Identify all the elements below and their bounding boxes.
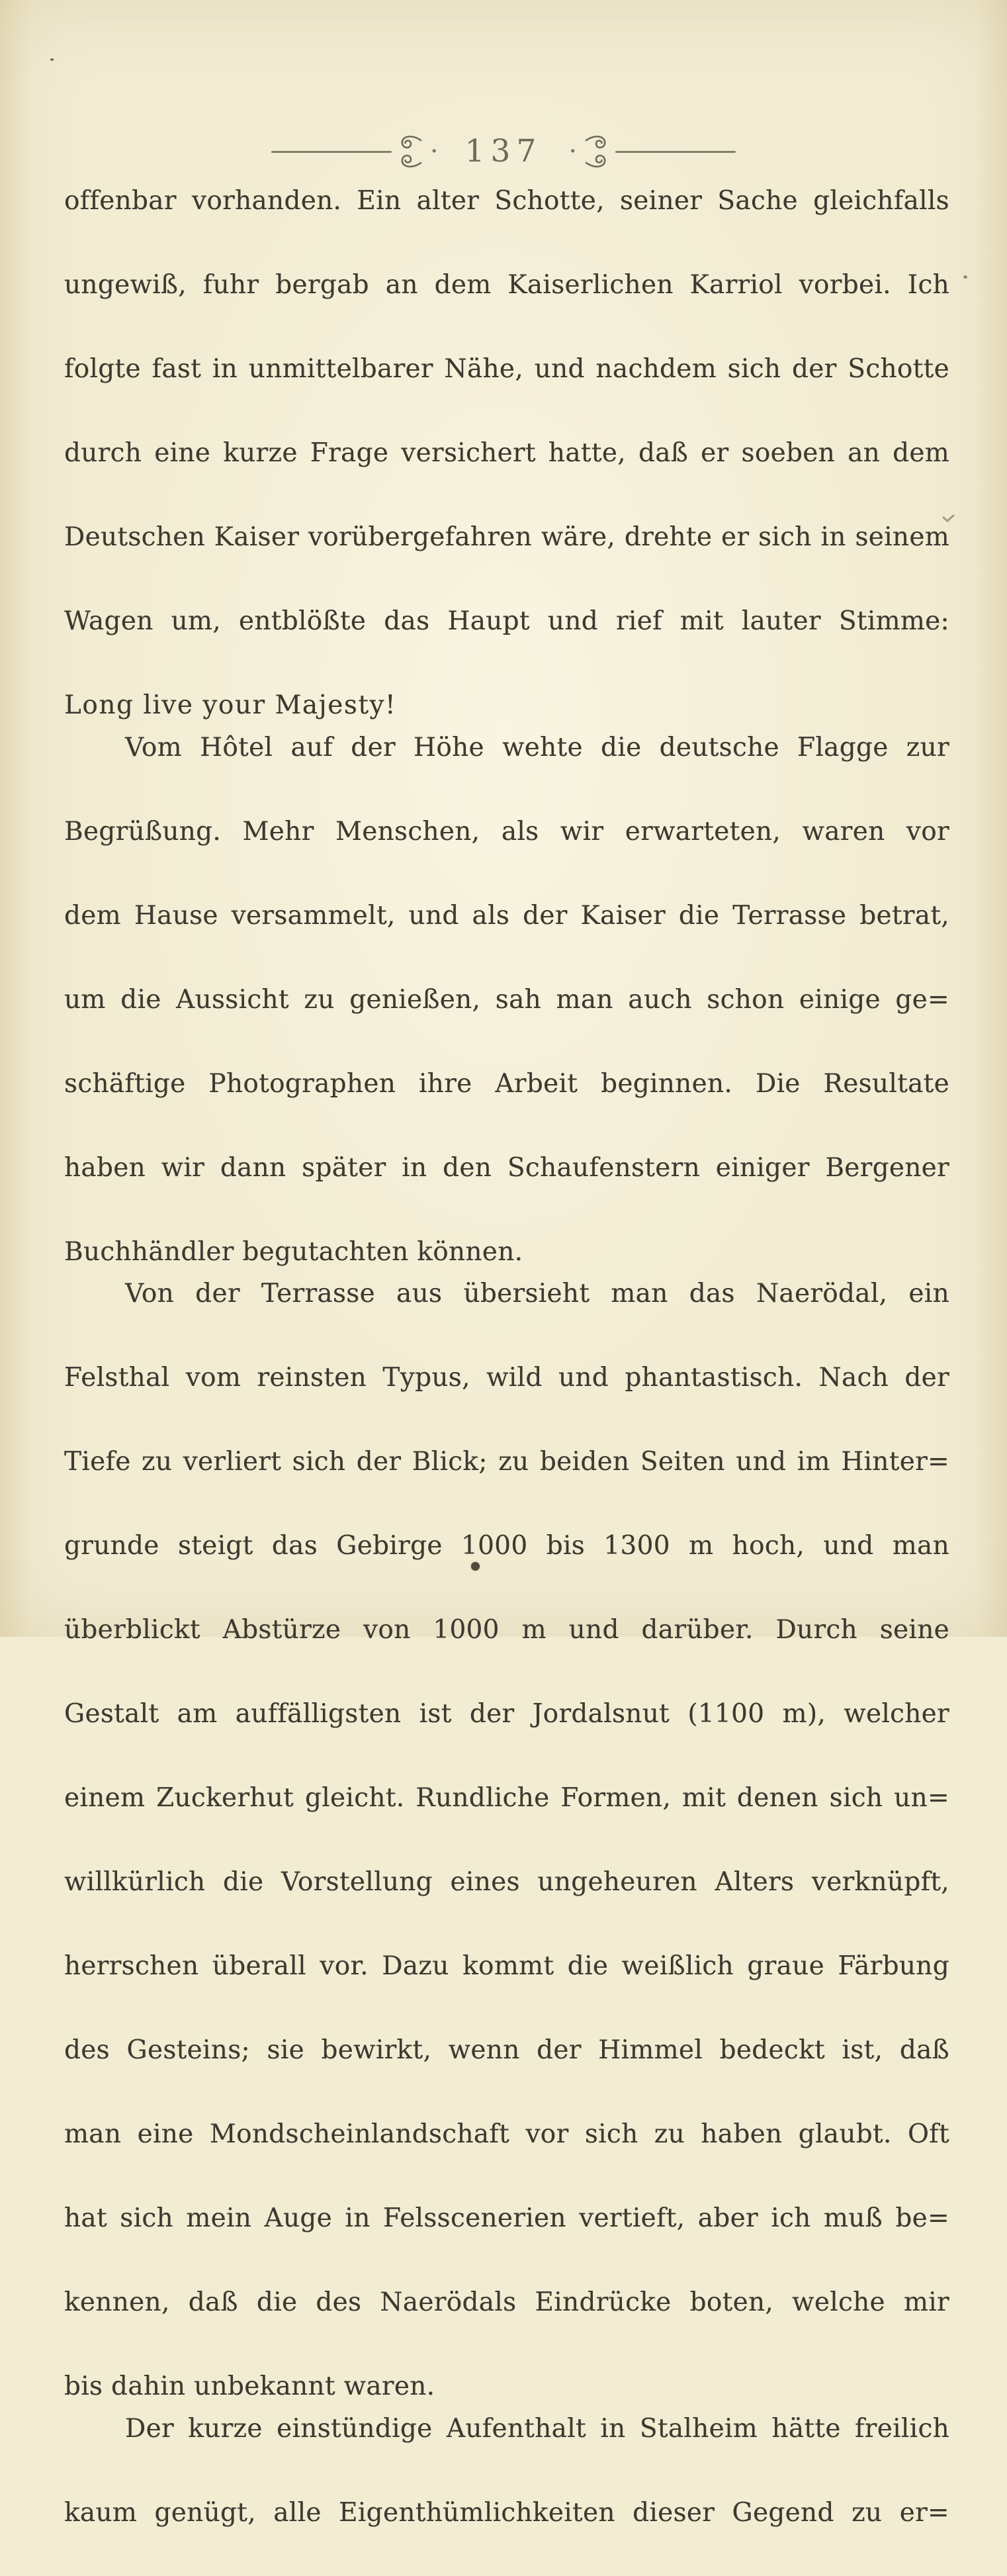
text-line: willkürlich die Vorstellung eines ungeheuren Alters verknüpft, <box>64 1867 949 1897</box>
text-line: einem Zuckerhut gleicht. Rundliche Formen, mit denen sich un= <box>64 1783 949 1813</box>
text-line: um die Aussicht zu genießen, sah man auch schon einige ge= <box>64 984 949 1015</box>
text-line: Tiefe zu verliert sich der Blick; zu beiden Seiten und im Hinter= <box>64 1447 949 1477</box>
header-rule-left <box>271 151 392 153</box>
text-line: grunde steigt das Gebirge 1000 bis 1300 m hoch, und man <box>64 1531 949 1561</box>
header-dot-left: · <box>429 136 439 167</box>
pencil-margin-mark <box>942 514 955 523</box>
text-line: ungewiß, fuhr bergab an dem Kaiserlichen Karriol vorbei. Ich <box>64 270 949 300</box>
text-block <box>64 180 949 2576</box>
text-line: kaum genügt, alle Eigenthümlichkeiten dieser Gegend zu er= <box>64 2497 949 2528</box>
page-header <box>0 131 1007 172</box>
text-line: man eine Mondscheinlandschaft vor sich zu haben glaubt. Oft <box>64 2119 949 2149</box>
text-line: Vom Hôtel auf der Höhe wehte die deutsche Flagge zur <box>125 732 949 762</box>
text-line: Von der Terrasse aus übersieht man das Naerödal, ein <box>125 1279 949 1309</box>
text-line: Felsthal vom reinsten Typus, wild und phantastisch. Nach der <box>64 1363 949 1393</box>
header-dot-right: · <box>568 136 578 167</box>
ink-dot <box>471 1562 480 1571</box>
paragraph-1 <box>64 180 949 727</box>
page-number: 137 <box>464 133 543 169</box>
ink-speck <box>963 275 967 279</box>
text-line: dem Hause versammelt, und als der Kaiser die Terrasse betrat, <box>64 900 949 931</box>
fleuron-swirl-left-icon <box>396 131 422 172</box>
paragraph-3 <box>64 1273 949 2408</box>
text-line-latin: Long live your Majesty! <box>64 690 397 720</box>
text-line: Buchhändler begutachten können. <box>64 1236 523 1267</box>
text-line: Der kurze einstündige Aufenthalt in Stalheim hätte freilich <box>125 2413 949 2444</box>
text-line: Deutschen Kaiser vorübergefahren wäre, drehte er sich in seinem <box>64 522 949 552</box>
text-line: Begrüßung. Mehr Menschen, als wir erwarteten, waren vor <box>64 816 949 847</box>
paragraph-2 <box>64 727 949 1273</box>
text-line: überblickt Abstürze von 1000 m und darüber. Durch seine <box>64 1615 949 1645</box>
fleuron-swirl-right-icon <box>585 131 611 172</box>
text-line: Wagen um, entblößte das Haupt und rief mit lauter Stimme: <box>64 606 949 636</box>
text-line: folgte fast in unmittelbarer Nähe, und nachdem sich der Schotte <box>64 354 949 384</box>
text-line: Gestalt am auffälligsten ist der Jordalsnut (1100 m), welcher <box>64 1699 949 1729</box>
text-line: des Gesteins; sie bewirkt, wenn der Himmel bedeckt ist, daß <box>64 2035 949 2065</box>
text-line: kennen, daß die des Naerödals Eindrücke boten, welche mir <box>64 2287 949 2317</box>
text-line: durch eine kurze Frage versichert hatte, daß er soeben an dem <box>64 438 949 468</box>
text-line: offenbar vorhanden. Ein alter Schotte, seiner Sache gleichfalls <box>64 186 949 216</box>
ink-speck <box>50 58 54 61</box>
text-line: herrschen überall vor. Dazu kommt die weißlich graue Färbung <box>64 1951 949 1981</box>
paragraph-4 <box>64 2408 949 2576</box>
text-line: bis dahin unbekannt waren. <box>64 2371 435 2401</box>
text-line: schäftige Photographen ihre Arbeit beginnen. Die Resultate <box>64 1068 949 1099</box>
text-line: haben wir dann später in den Schaufenstern einiger Bergener <box>64 1152 949 1183</box>
text-line: hat sich mein Auge in Felsscenerien vertieft, aber ich muß be= <box>64 2203 949 2233</box>
header-rule-right <box>615 151 736 153</box>
